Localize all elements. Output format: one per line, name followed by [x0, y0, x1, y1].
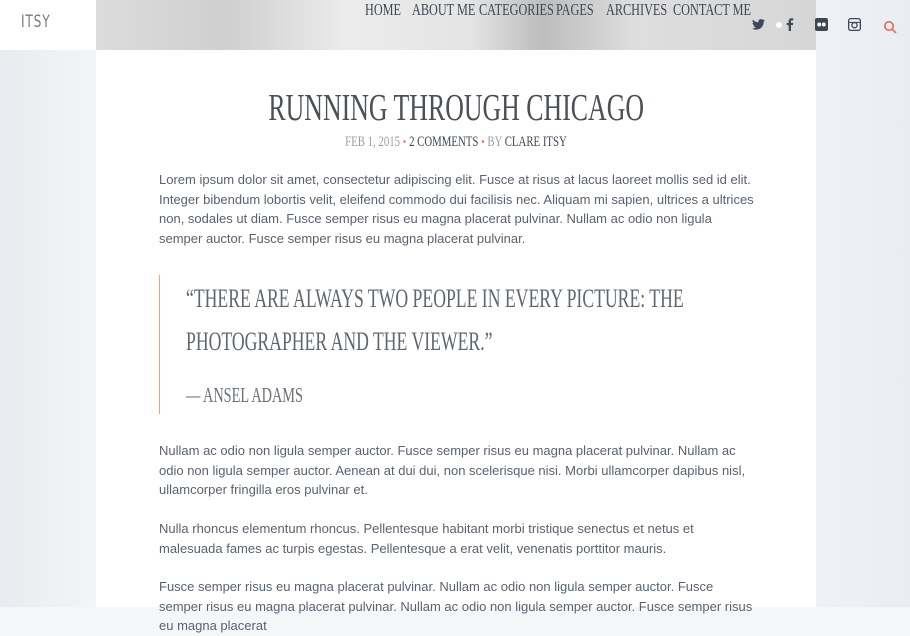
quote-text: “THERE ARE ALWAYS TWO PEOPLE IN EVERY PICTURE: THE PHOTOGRAPHER AND THE VIEWER.” [186, 284, 684, 356]
facebook-icon[interactable] [782, 16, 798, 32]
blockquote [159, 275, 755, 414]
search-icon[interactable] [876, 14, 898, 36]
nav-item-pages[interactable]: PAGES [556, 0, 594, 19]
byline-label: BY [487, 134, 503, 150]
twitter-icon[interactable] [750, 16, 766, 32]
nav-item-about-me[interactable]: ABOUT ME [412, 0, 476, 19]
post-paragraph: Lorem ipsum dolor sit amet, consectetur adipiscing elit. Fusce at risus at lacus laoreet mollis sed id elit. Integer bibendum lobortis velit, eleifend commodo dui facilisis nec. Aliquam mi sapien, ultrices a ultrices non, sodales ut diam. Fusce semper risus eu magna placerat pulvinar. Nullam ac odio non ligula semper auctor. Fusce semper risus eu magna placerat pulvinar. [159, 172, 754, 247]
post-paragraph: Nullam ac odio non ligula semper auctor. Fusce semper risus eu magna placerat pulvinar. Nullam ac odio non ligula semper auctor. Aenean at dui dui, non scelerisque nisi. Morbi ullamcorper dapibus nisl, ullamcorper fringilla eros pulvinar et. [159, 443, 746, 498]
flickr-icon[interactable] [813, 16, 829, 32]
nav-item-archives[interactable]: ARCHIVES [606, 0, 668, 19]
blog-post [96, 50, 816, 634]
post-title[interactable]: RUNNING THROUGH CHICAGO [268, 87, 644, 129]
quote-author: — ANSEL ADAMS [186, 383, 303, 407]
site-header [0, 0, 910, 50]
comments-link[interactable]: 2 COMMENTS [409, 134, 479, 150]
post-date: FEB 1, 2015 [345, 134, 401, 150]
nav-item-categories[interactable]: CATEGORIES [479, 0, 554, 19]
instagram-icon[interactable] [846, 16, 862, 32]
logo-box [0, 0, 96, 50]
post-meta [96, 134, 816, 151]
site-logo[interactable]: ITSY [21, 12, 51, 32]
nav-item-home[interactable]: HOME [365, 0, 402, 19]
meta-separator: • [481, 134, 485, 149]
author-link[interactable]: CLARE ITSY [504, 134, 567, 150]
post-paragraph: Nulla rhoncus elementum rhoncus. Pellentesque habitant morbi tristique senectus et netus et malesuada fames ac turpis egestas. Pellentesque a erat velit, venenatis porttitor mauris. [159, 521, 694, 556]
post-paragraph: Fusce semper risus eu magna placerat pulvinar. Nullam ac odio non ligula semper auctor. Fusce semper risus eu magna placerat pulvinar. Nullam ac odio non ligula semper auctor. Fusce semper risus eu magna placerat [159, 579, 753, 634]
nav-item-contact-me[interactable]: CONTACT ME [673, 0, 752, 19]
meta-separator: • [402, 134, 407, 149]
